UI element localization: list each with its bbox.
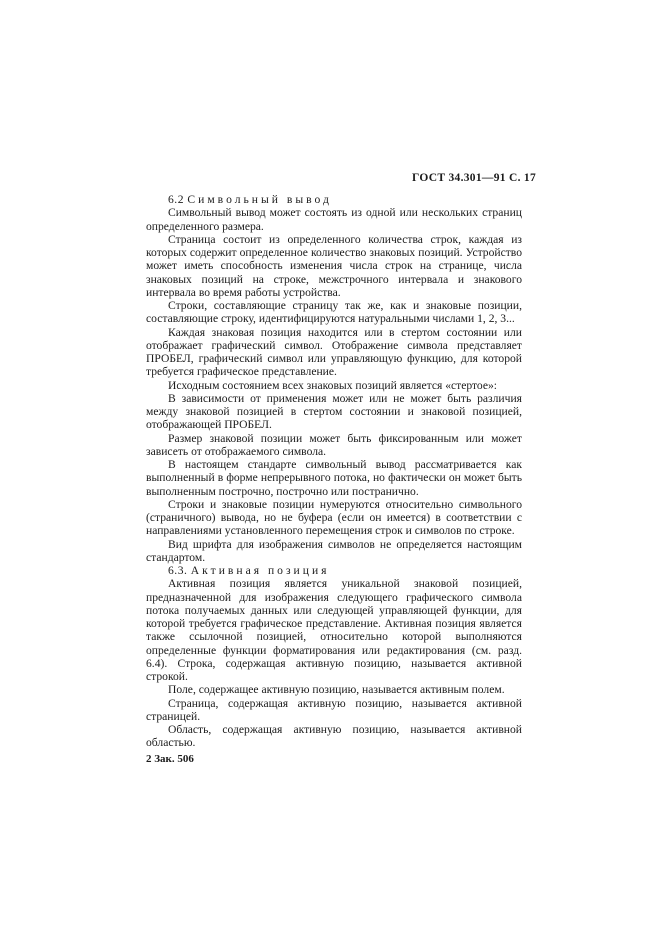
paragraph: Строки и знаковые позиции нумеруются относительно символьного (страничного) вывода, но не буфера (если он имеется) в соответствии с направлениями установленного перемещения строк и символов по строке. [146,497,522,538]
section-title: Активная позиция [190,564,330,577]
paragraph: Размер знаковой позиции может быть фиксированным или может зависеть от отображаемого символа. [146,431,522,458]
section-title: Символьный вывод [187,193,332,206]
paragraph: Область, содержащая активную позицию, называется активной областью. [146,723,522,750]
paragraph: Поле, содержащее активную позицию, называется активным полем. [168,683,505,697]
order-mark-text: 2 Зак. 506 [146,753,194,765]
document-body [146,193,522,750]
paragraph: В настоящем стандарте символьный вывод рассматривается как выполненный в форме непрерывного потока, но фактически он может быть выполненным построчно, построчно или постранично. [146,458,522,498]
printer-order-mark [146,753,194,765]
standard-designation: ГОСТ 34.301—91 С. 17 [412,172,537,184]
paragraph: Вид шрифта для изображения символов не определяется настоящим стандартом. [146,537,522,564]
paragraph: Страница состоит из определенного количества строк, каждая из которых содержит определенное количество знаковых позиций. Устройство может иметь способность изменения числа строк на странице, числа знаковых позиций на строке, межстрочного интервала и знакового интервала во время работы устройства. [146,232,522,299]
page-header [412,172,537,184]
section-number: 6.2 [168,193,184,206]
paragraph: Строки, составляющие страницу так же, как и знаковые позиции, составляющие строку, идентифицируются натуральными числами 1, 2, 3... [146,299,522,326]
section-heading-symbol-output [146,193,522,206]
paragraph: Страница, содержащая активную позицию, называется активной страницей. [146,696,522,723]
paragraph: Каждая знаковая позиция находится или в стертом состоянии или отображает графический символ. Отображение символа представляет ПРОБЕЛ, графический символ или управляющую функцию, для которой требуется графическое представление. [146,325,522,379]
paragraph: В зависимости от применения может или не может быть различия между знаковой позицией в стертом состоянии и знаковой позицией, отображающей ПРОБЕЛ. [146,391,522,432]
section-number: 6.3. [168,564,188,577]
paragraph: Активная позиция является уникальной знаковой позицией, предназначенной для изображения следующего графического символа потока получаемых данных или следующей управляющей функции, для которой требуется графическое представление. Активная позиция является также ссылочной позицией, относительно которой выполняются определенные функции форматирования или редактирования (см. разд. 6.4). Строка, содержащая активную позицию, называется активной строкой. [146,577,522,683]
paragraph: Исходным состоянием всех знаковых позиций является «стертое»: [168,378,498,392]
section-heading-active-position [146,564,522,577]
paragraph: Символьный вывод может состоять из одной или нескольких страниц определенного размера. [146,206,522,233]
